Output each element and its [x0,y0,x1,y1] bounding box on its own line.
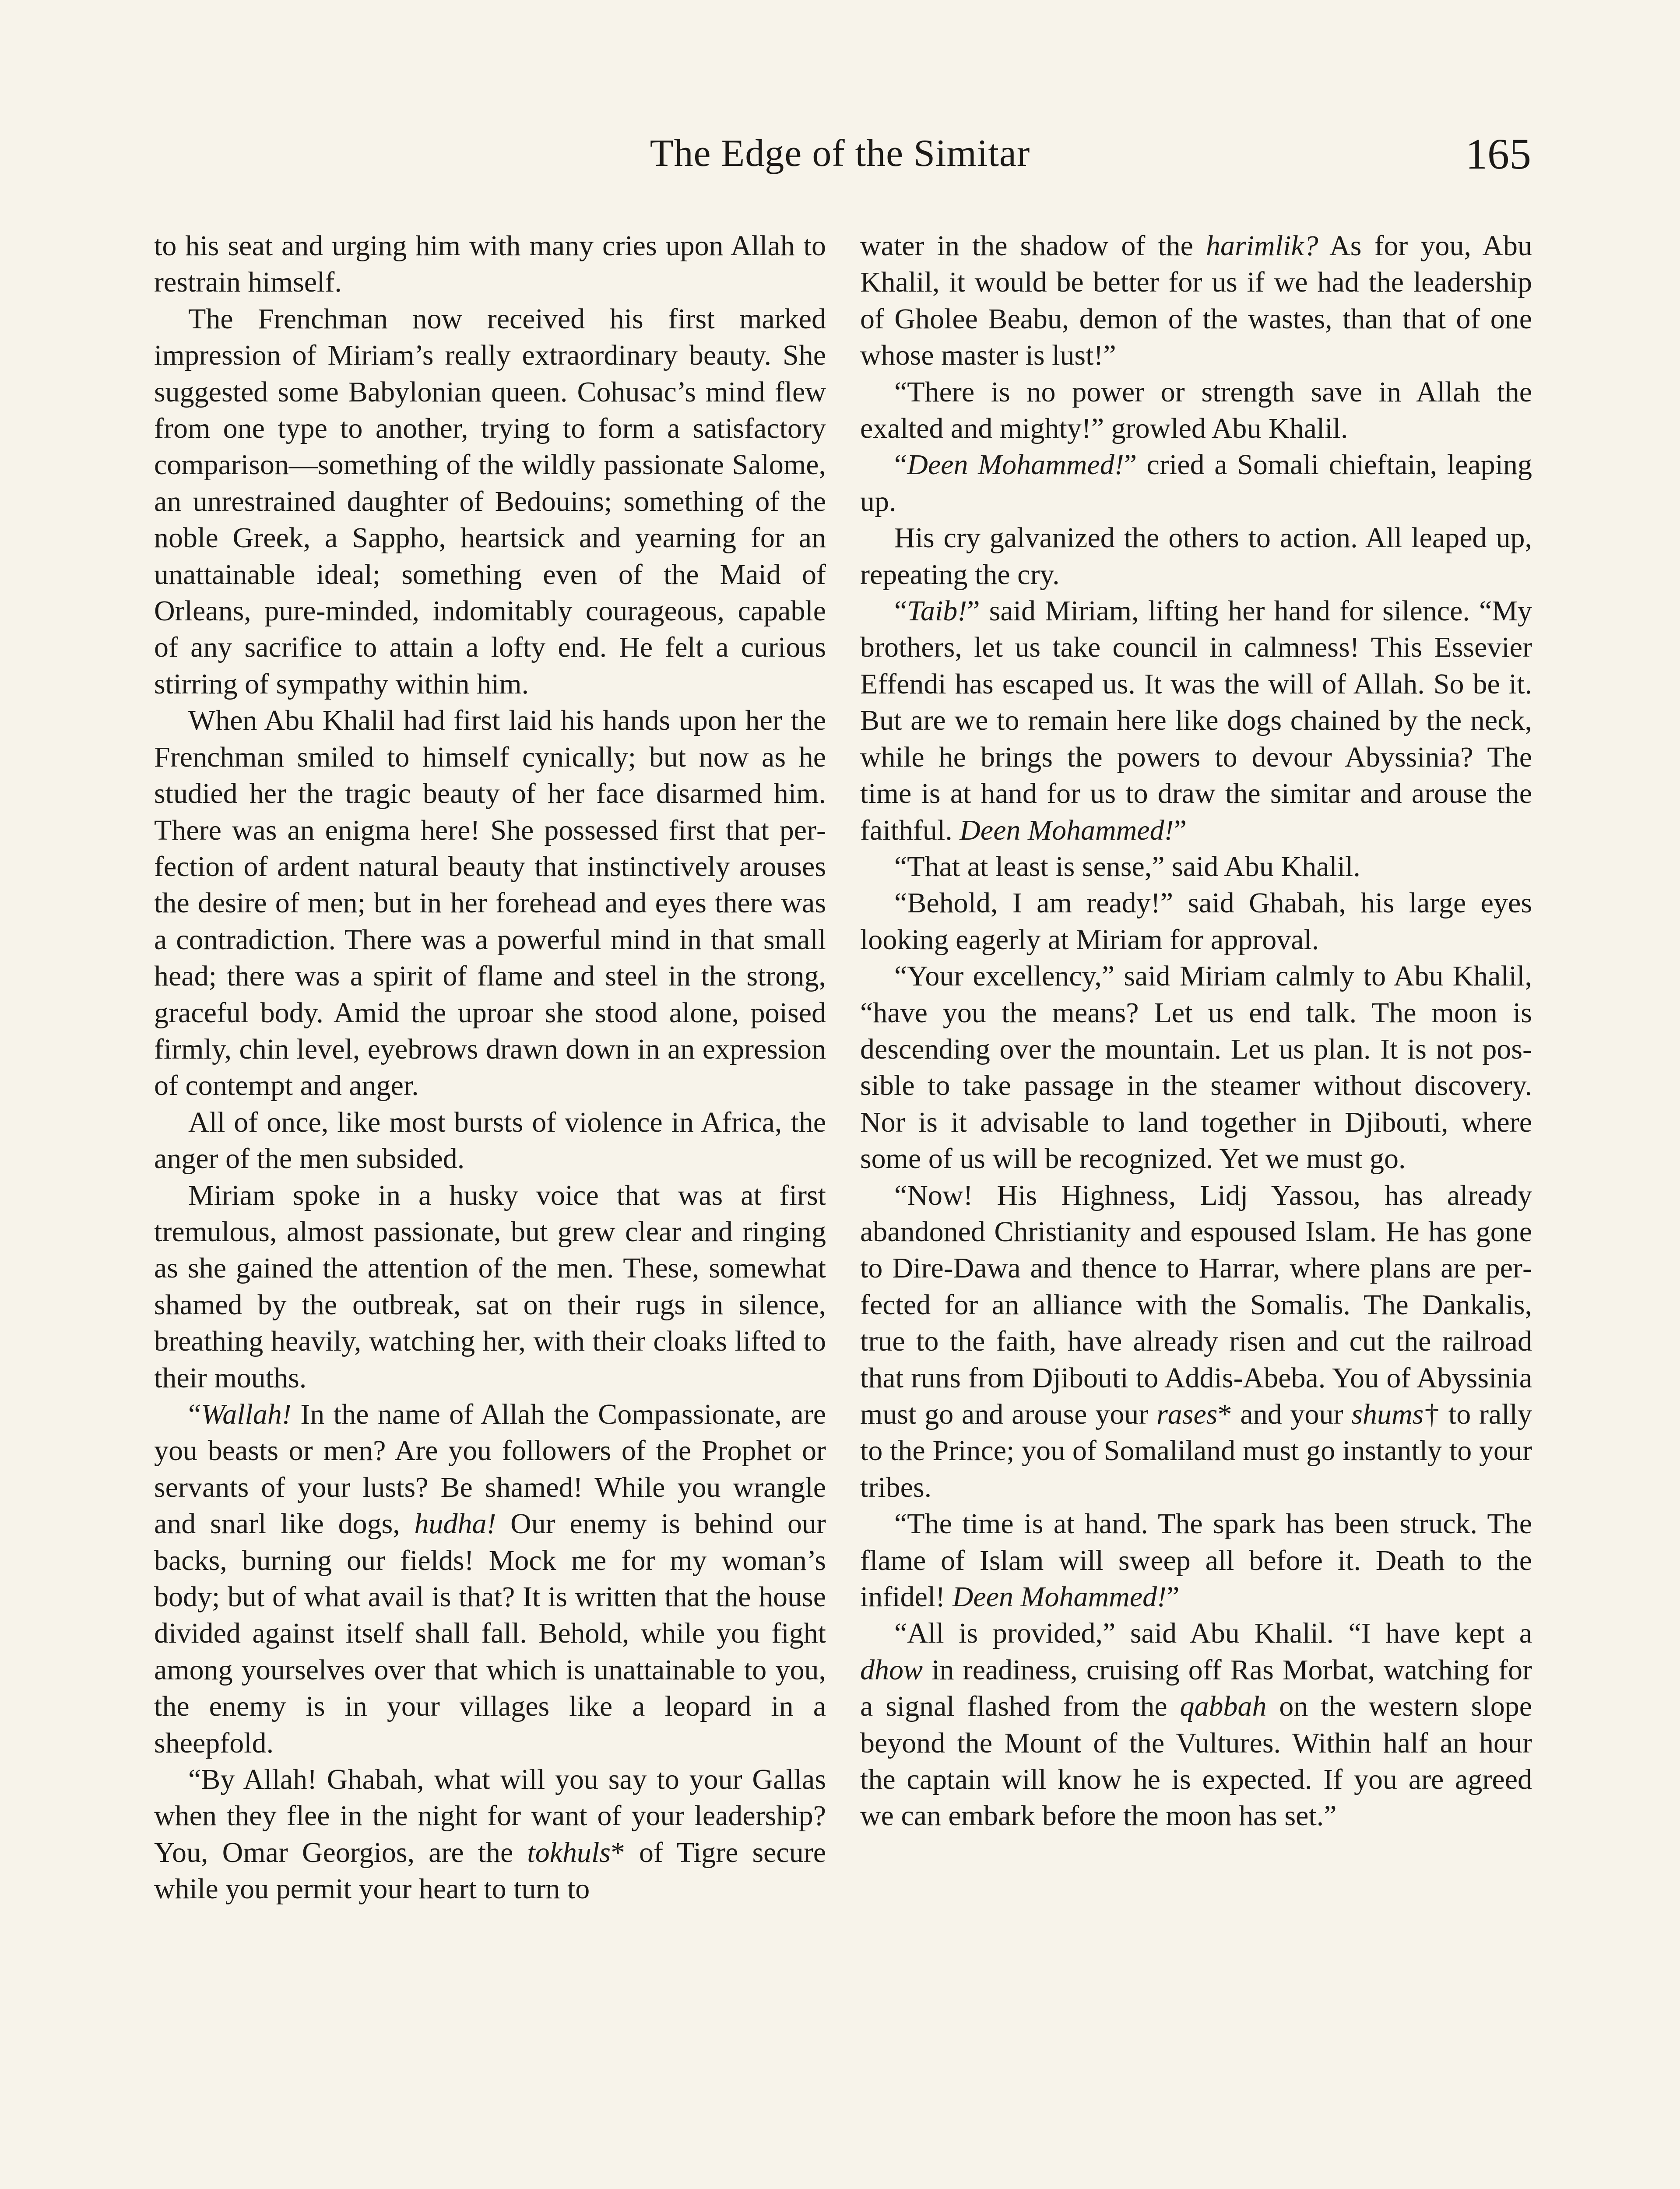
right-text-column [860,228,1532,1834]
paragraph: “By Allah! Ghabah, what will you say to your Gallas when they flee in the night for want of your leadership? You, Omar Georgios, are the tokhuls* of Tigre secure while you permit your heart to turn to [154,1763,826,1905]
paragraph: “That at least is sense,” said Abu Khalil. [894,850,1360,883]
paragraph: The Frenchman now received his first marked impression of Miriam’s really extraordinary beauty. She suggested some Babylonian queen. Cohusac’s mind flew from one type to another, trying to form a satisfactory comparison—something of the wildly passionate Salome, an unrestrained daughter of Bedouins; something of the noble Greek, a Sappho, heartsick and yearning for an unattainable ideal; something even of the Maid of Orleans, pure-minded, indomitably courageous, capable of any sacrifice to attain a lofty end. He felt a curious stirring of sympathy within him. [154,303,826,700]
paragraph: All of once, like most bursts of violence in Africa, the anger of the men subsided. [154,1106,826,1175]
left-text-column [154,228,826,1907]
paragraph: His cry galvanized the others to action. All leaped up, repeating the cry. [860,522,1532,591]
paragraph: “Wallah! In the name of Allah the Compassionate, are you beasts or men? Are you followers of the Prophet or servants of your lusts? Be shamed! While you wrangle and snarl like dogs, hudha! Our enemy is behind our backs, burning our fields! Mock me for my woman’s body; but of what avail is that? It is written that the house divided against itself shall fall. Behold, while you fight among yourselves over that which is unattainable to you, the enemy is in your villages like a leopard in a sheepfold. [154,1398,826,1759]
paragraph: “Taib!” said Miriam, lifting her hand for silence. “My brothers, let us take council in calmness! This Essevier Effendi has escaped us. It was the will of Allah. So be it. But are we to remain here like dogs chained by the neck, while he brings the powers to devour Abyssinia? The time is at hand for us to draw the simitar and arouse the faithful. Deen Mohammed!” [860,595,1532,846]
paragraph: to his seat and urging him with many cries upon Allah to restrain himself. [154,230,826,299]
paragraph: “Now! His Highness, Lidj Yassou, has already abandoned Christianity and espoused Islam. He has gone to Dire-Dawa and thence to Harrar, where plans are perfected for an alliance with the Somalis. The Dankalis, true to the faith, have already risen and cut the railroad that runs from Djibouti to Addis-Abeba. You of Abyssinia must go and arouse your rases* and your shums† to rally to the Prince; you of Somaliland must go instantly to your tribes. [860,1179,1532,1503]
paragraph: “Your excellency,” said Miriam calmly to Abu Khalil, “have you the means? Let us end talk. The moon is descending over the mountain. Let us plan. It is not possible to take passage in the steamer without discovery. Nor is it advisable to land together in Djibouti, where some of us will be recognized. Yet we must go. [860,960,1532,1175]
running-title: The Edge of the Simitar [650,132,1030,175]
paragraph: “The time is at hand. The spark has been struck. The flame of Islam will sweep all before it. Death to the infidel! Deen Mohammed!” [860,1508,1532,1613]
paragraph: water in the shadow of the harimlik? As for you, Abu Khalil, it would be better for us if we had the leadership of Gholee Beabu, demon of the wastes, than that of one whose master is lust!” [860,230,1532,372]
page-number: 165 [1466,130,1531,178]
paragraph: Miriam spoke in a husky voice that was at first tremulous, almost passionate, but grew clear and ringing as she gained the attention of the men. These, somewhat shamed by the outbreak, sat on their rugs in silence, breathing heavily, watching her, with their cloaks lifted to their mouths. [154,1179,826,1394]
paragraph: When Abu Khalil had first laid his hands upon her the Frenchman smiled to himself cynically; but now as he studied her the tragic beauty of her face disarmed him. There was an enigma here! She possessed first that perfection of ardent natural beauty that instinctively arouses the desire of men; but in her forehead and eyes there was a contradiction. There was a powerful mind in that small head; there was a spirit of flame and steel in the strong, graceful body. Amid the uproar she stood alone, poised firmly, chin level, eyebrows drawn down in an expression of contempt and anger. [154,704,826,1102]
running-head [149,131,1531,188]
paragraph: “Behold, I am ready!” said Ghabah, his large eyes looking eagerly at Miriam for approval. [860,887,1532,956]
paragraph: “Deen Mohammed!” cried a Somali chieftain, leaping up. [860,449,1532,517]
paragraph: “All is provided,” said Abu Khalil. “I have kept a dhow in readiness, cruising off Ras Morbat, watching for a signal flashed from the qabbah on the western slope beyond the Mount of the Vultures. Within half an hour the captain will know he is expected. If you are agreed we can embark before the moon has set.” [860,1617,1532,1832]
paragraph: “There is no power or strength save in Allah the exalted and mighty!” growled Abu Khalil. [860,376,1532,445]
